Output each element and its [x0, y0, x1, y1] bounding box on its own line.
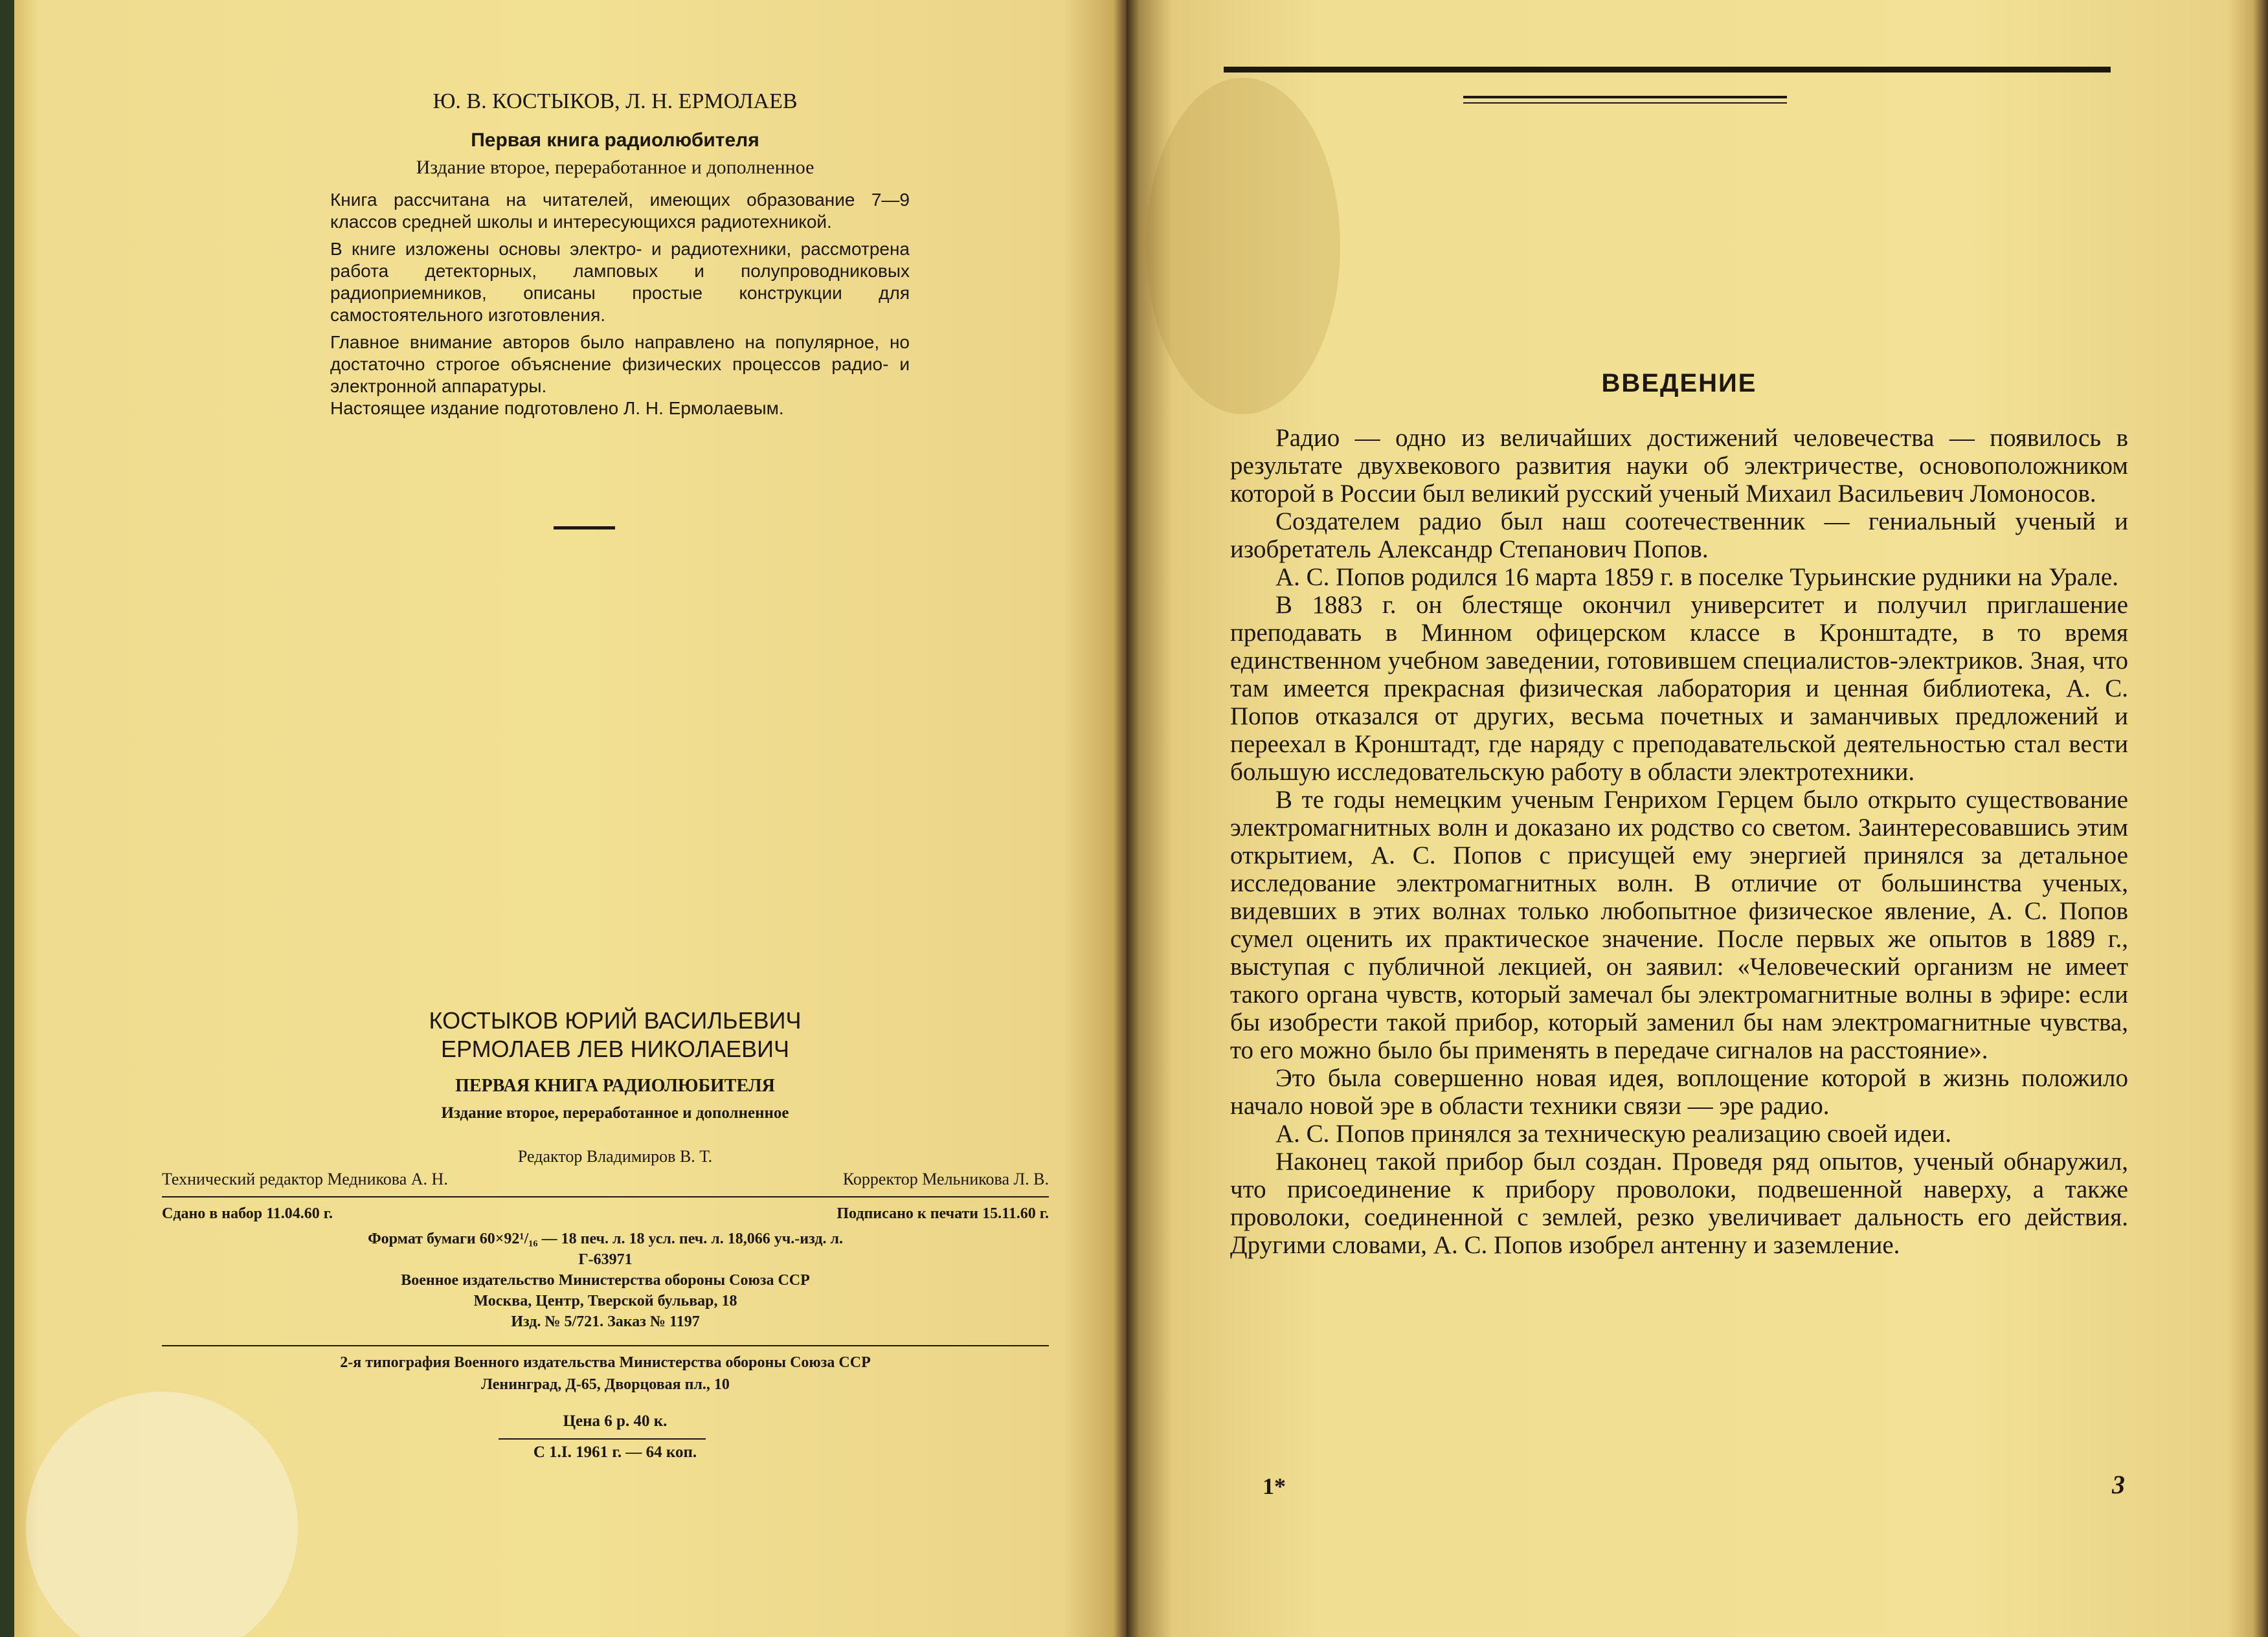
paragraph: А. С. Попов принялся за техническую реализацию своей идеи. [1275, 1120, 1952, 1148]
colophon-author-2: ЕРМОЛАЕВ ЛЕВ НИКОЛАЕВИЧ [440, 1036, 790, 1062]
chapter-heading: ВВЕДЕНИЕ [1601, 369, 1757, 397]
authors: Ю. В. КОСТЫКОВ, Л. Н. ЕРМОЛАЕВ [432, 89, 798, 113]
annotation-para-1: Книга рассчитана на читателей, имеющих образование 7—9 классов средней школы и интересующихся радиотехникой. [330, 190, 910, 232]
order-number: Изд. № 5/721. Заказ № 1197 [511, 1313, 700, 1330]
colophon-edition: Издание второе, переработанное и дополненное [441, 1104, 789, 1122]
stain [1146, 78, 1340, 414]
new-price: С 1.I. 1961 г. — 64 коп. [533, 1443, 697, 1461]
paragraph: В 1883 г. он блестяще окончил университет и получил приглашение преподавать в Минном офицерском классе в Кронштадте, в то время единственном учебном заведении, готовившем специалистов-электриков. Зная, что там имеется прекрасная физическая лаборатория и ценная библиотека, А. С. Попов отказался от других, весьма почетных и заманчивых предложений и переехал в Кронштадт, где наряду с преподавательской деятельностью стал вести большую исследовательскую работу в области электротехники. [1230, 591, 2128, 786]
page-number: 3 [2112, 1470, 2125, 1499]
header-rule-thick [1224, 67, 2111, 72]
header-rule-thin-2 [1463, 102, 1787, 104]
editors-row [162, 1170, 1049, 1189]
left-page [0, 0, 1127, 1637]
annotation-para-4: Настоящее издание подготовлено Л. Н. Ермолаевым. [330, 398, 784, 418]
signed-to-print: Подписано к печати 15.11.60 г. [836, 1205, 1049, 1222]
price: Цена 6 р. 40 к. [563, 1412, 668, 1430]
right-page [1127, 0, 2268, 1637]
tech-editor: Технический редактор Медникова А. Н. [162, 1170, 448, 1188]
corrector: Корректор Мельникова Л. В. [842, 1170, 1049, 1188]
paragraph: Это была совершенно новая идея, воплощение которой в жизнь положило начало новой эре в области техники связи — эре радио. [1230, 1064, 2128, 1120]
book-title: Первая книга радиолюбителя [471, 129, 759, 151]
censor-code: Г-63971 [578, 1251, 633, 1268]
paragraph: Радио — одно из величайших достижений человечества — появилось в результате двухвекового развития науки об электричестве, основоположником которой в России был великий русский ученый Михаил Васильевич Ломоносов. [1230, 424, 2128, 507]
paper-format: Формат бумаги 60×92¹/₁₆ — 18 печ. л. 18 усл. печ. л. 18,066 уч.-изд. л. [368, 1231, 843, 1247]
header-rule-thin [1463, 96, 1787, 98]
colophon-authors [259, 1007, 971, 1063]
paragraph: Наконец такой прибор был создан. Проведя ряд опытов, ученый обнаружил, что присоединение к прибору проволоки, подвешенной наверху, а также проволоки, соединенной с землей, резко увеличивает дальность его действия. Другими словами, А. С. Попов изобрел антенну и заземление. [1230, 1148, 2128, 1259]
sent-to-set: Сдано в набор 11.04.60 г. [162, 1205, 333, 1222]
divider [554, 526, 615, 529]
printer: 2-я типография Военного издательства Министерства обороны Союза ССР [340, 1354, 871, 1371]
colophon-rule-2 [162, 1345, 1049, 1346]
annotation-para-3: Главное внимание авторов было направлено на популярное, но достаточно строгое объяснение физических процессов радио- и электронной аппаратуры. [330, 332, 910, 396]
publisher-address: Москва, Центр, Тверской бульвар, 18 [473, 1293, 737, 1309]
printer-info [162, 1352, 1049, 1396]
annotation [330, 189, 910, 419]
body-text [1230, 424, 2128, 1259]
torn-corner [26, 1392, 298, 1637]
colophon-title: ПЕРВАЯ КНИГА РАДИОЛЮБИТЕЛЯ [455, 1076, 775, 1096]
price-rule [499, 1438, 706, 1440]
annotation-para-2: В книге изложены основы электро- и радиотехники, рассмотрена работа детекторных, ламповых и полупроводниковых радиоприемников, описаны простые конструкции для самостоятельного изготовления. [330, 239, 910, 325]
paragraph: Создателем радио был наш соотечественник — гениальный ученый и изобретатель Александр Степанович Попов. [1230, 507, 2128, 563]
signature-mark: 1* [1263, 1473, 1286, 1499]
editor: Редактор Владимиров В. Т. [517, 1147, 713, 1166]
edition: Издание второе, переработанное и дополненное [416, 157, 814, 178]
printer-address: Ленинград, Д-65, Дворцовая пл., 10 [481, 1376, 730, 1393]
publisher: Военное издательство Министерства обороны Союза ССР [401, 1272, 810, 1289]
colophon-author-1: КОСТЫКОВ ЮРИЙ ВАСИЛЬЕВИЧ [429, 1007, 802, 1034]
paragraph: А. С. Попов родился 16 марта 1859 г. в поселке Турьинские рудники на Урале. [1275, 563, 2118, 591]
print-details [162, 1229, 1049, 1332]
colophon-rule-1 [162, 1196, 1049, 1197]
dates-row [162, 1205, 1049, 1223]
paragraph: В те годы немецким ученым Генрихом Герцем было открыто существование электромагнитных волн и доказано их родство со светом. Заинтересовавшись этим открытием, А. С. Попов с присущей ему энергией принялся за детальное исследование электромагнитных волн. В отличие от большинства ученых, видевших в этих волнах только любопытное физическое явление, А. С. Попов сумел оценить их практическое значение. После первых же опытов в 1889 г., выступая с публичной лекцией, он заявил: «Человеческий организм не имеет такого органа чувств, который замечал бы электромагнитные волны в эфире: если бы изобрести такой прибор, который заменил бы нам электромагнитные чувства, то его можно было бы применять в передаче сигналов на расстояние». [1230, 786, 2128, 1064]
